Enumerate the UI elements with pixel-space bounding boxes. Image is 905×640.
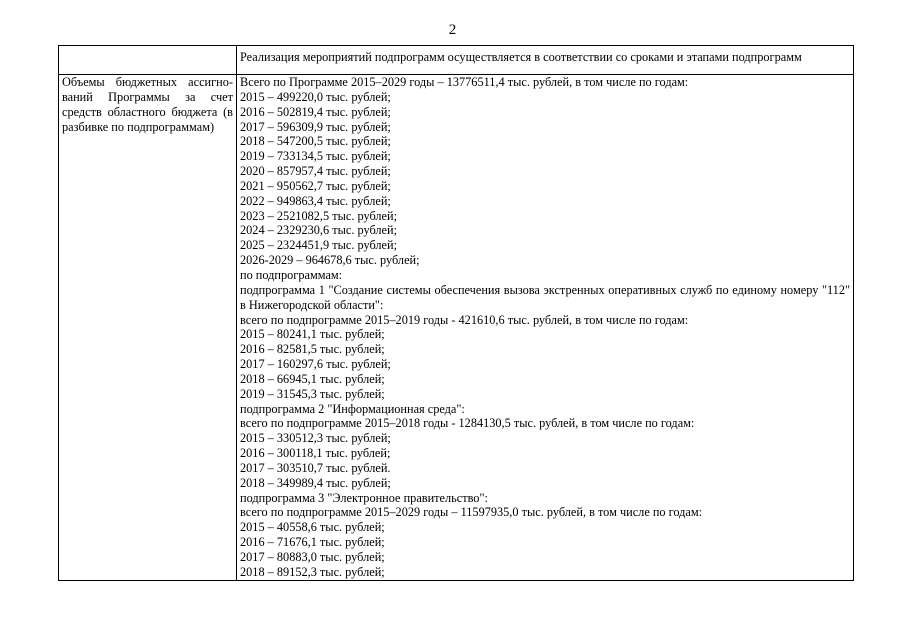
budget-line: 2020 – 857957,4 тыс. рублей;	[240, 164, 391, 179]
budget-line: 2016 – 82581,5 тыс. рублей;	[240, 342, 385, 357]
budget-line: 2015 – 40558,6 тыс. рублей;	[240, 520, 385, 535]
page-number: 2	[448, 22, 457, 38]
budget-line: 2015 – 80241,1 тыс. рублей;	[240, 327, 385, 342]
budget-line: 2019 – 31545,3 тыс. рублей;	[240, 386, 385, 401]
budget-line: 2016 – 300118,1 тыс. рублей;	[240, 446, 391, 461]
budget-line: 2018 – 89152,3 тыс. рублей;	[240, 564, 385, 579]
budget-line: 2026-2029 – 964678,6 тыс. рублей;	[240, 253, 420, 268]
program-passport-table	[58, 45, 854, 581]
budget-line: Всего по Программе 2015–2029 годы – 13776511,4 тыс. рублей, в том числе по годам:	[240, 75, 689, 89]
budget-line: 2019 – 733134,5 тыс. рублей;	[240, 149, 391, 164]
table-row	[59, 75, 854, 581]
budget-values-cell	[237, 75, 854, 581]
budget-line: 2017 – 596309,9 тыс. рублей;	[240, 119, 391, 134]
table-row	[59, 46, 854, 75]
top-row-label-cell	[59, 46, 237, 75]
budget-line: всего по подпрограмме 2015–2019 годы - 421610,6 тыс. рублей, в том числе по годам:	[240, 312, 689, 327]
budget-line: 2022 – 949863,4 тыс. рублей;	[240, 193, 391, 208]
budget-line: 2015 – 330512,3 тыс. рублей;	[240, 431, 391, 446]
budget-line: 2017 – 80883,0 тыс. рублей;	[240, 550, 385, 564]
budget-line: 2018 – 349989,4 тыс. рублей;	[240, 475, 391, 490]
budget-line: 2017 – 303510,7 тыс. рублей.	[240, 460, 391, 475]
subprogram-title: подпрограмма 1 "Создание системы обеспечения вызова экстренных оперативных служб по единому номеру "112" в Нижегородской области":	[240, 282, 850, 312]
budget-line: всего по подпрограмме 2015–2018 годы - 1284130,5 тыс. рублей, в том числе по годам:	[240, 416, 695, 431]
budget-line: по подпрограммам:	[240, 267, 343, 282]
budget-line: 2018 – 66945,1 тыс. рублей;	[240, 371, 385, 386]
budget-line: 2025 – 2324451,9 тыс. рублей;	[240, 238, 397, 253]
budget-line: 2021 – 950562,7 тыс. рублей;	[240, 178, 391, 193]
budget-line: 2016 – 71676,1 тыс. рублей;	[240, 535, 385, 550]
budget-label-cell	[59, 75, 237, 581]
budget-line: 2016 – 502819,4 тыс. рублей;	[240, 104, 391, 119]
subprogram-title: подпрограмма 2 "Информационная среда":	[240, 401, 465, 416]
budget-line: 2024 – 2329230,6 тыс. рублей;	[240, 223, 397, 238]
budget-line: 2017 – 160297,6 тыс. рублей;	[240, 357, 391, 372]
budget-line: всего по подпрограмме 2015–2029 годы – 11597935,0 тыс. рублей, в том числе по годам:	[240, 505, 703, 520]
subprogram-title: подпрограмма 3 "Электронное правительство":	[240, 490, 488, 505]
budget-line: 2015 – 499220,0 тыс. рублей;	[240, 89, 391, 104]
budget-label: Объемы бюджетных ассигнований Программы за счет средств областного бюджета (в разбивке по подпрограммам)	[62, 75, 233, 134]
implementation-terms-cell: Реализация мероприятий подпрограмм осуществляется в соответствии со сроками и этапами подпрограмм	[237, 46, 854, 75]
budget-line: 2018 – 547200,5 тыс. рублей;	[240, 134, 391, 149]
budget-line: 2023 – 2521082,5 тыс. рублей;	[240, 208, 397, 223]
